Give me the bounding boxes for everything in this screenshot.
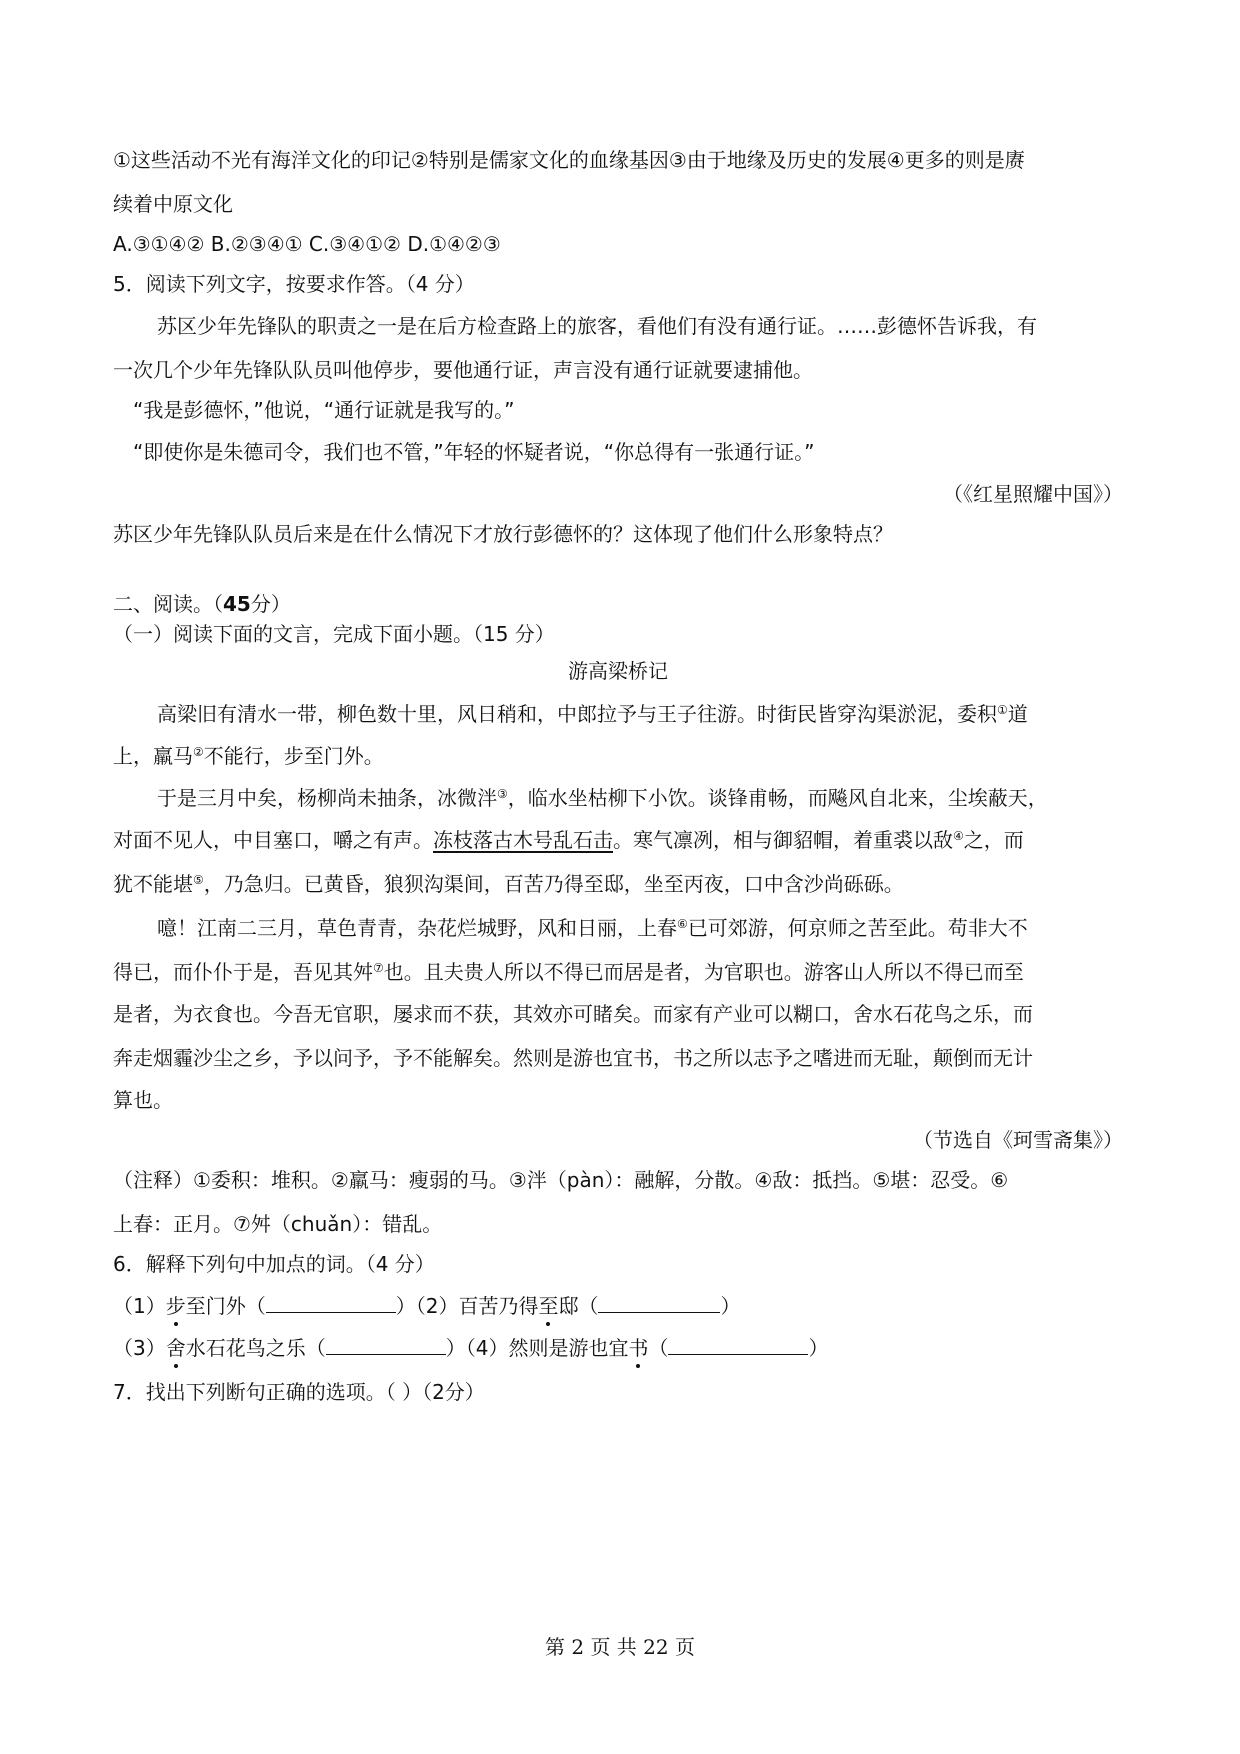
text-run: 上，羸马: [113, 744, 193, 768]
item-number: （4）: [465, 1336, 509, 1360]
passage-source: （节选自《珂雪斋集》）: [913, 1128, 1123, 1152]
section2-heading-suffix: 分）: [250, 592, 291, 616]
underlined-sentence: 冻枝落古木号乱石击: [433, 828, 613, 852]
dotted-word: 步: [165, 1294, 186, 1318]
text-run: 高梁旧有清水一带，柳色数十里，风日稍和，中郎拉予与王子往游。时街民皆穿沟渠淤泥，委积: [157, 702, 997, 726]
footnote-marker: ⑥: [677, 917, 688, 931]
text-run: 噫！江南二三月，草色青青，杂花烂城野，风和日丽，上春: [157, 916, 677, 940]
footnote-marker: ④: [953, 829, 964, 843]
section2-heading-score: 45: [223, 592, 251, 616]
text-run: 然则是游也宜: [508, 1336, 629, 1360]
text-run: 。寒气凛冽，相与御貂帽，着重裘以敌: [613, 828, 953, 852]
passage-p3-line4: 奔走烟霾沙尘之乡，予以问予，予不能解矣。然则是游也宜书，书之所以志予之嗜进而无耻，颠倒而无计: [113, 1046, 1033, 1070]
passage-p3-line5: 算也。: [113, 1088, 173, 1112]
q6-prompt: 6．解释下列句中加点的词。（4 分）: [113, 1252, 435, 1276]
q6-item-3: [113, 1336, 466, 1360]
dotted-word: 舍: [165, 1336, 186, 1360]
section2-heading: [113, 590, 1123, 618]
q4-options: A.③①④② B.②③④① C.③④①② D.①④②③: [113, 232, 501, 256]
section2-heading-prefix: 二、阅读。（: [113, 592, 223, 616]
answer-blank[interactable]: [668, 1334, 808, 1355]
paren-open: （: [648, 1336, 669, 1360]
q5-para1-line2: 一次几个少年先锋队队员叫他停步，要他通行证，声言没有通行证就要逮捕他。: [113, 358, 813, 382]
q6-item-2: [416, 1294, 741, 1318]
passage-p2-line1: [113, 784, 1123, 812]
footnote-marker: ⑦: [373, 961, 384, 975]
q6-item-1: [113, 1294, 416, 1318]
passage-p2-line2: [113, 826, 1123, 854]
text-run: 道: [1007, 702, 1028, 726]
passage-title: 游高梁桥记: [568, 659, 668, 683]
paren-close: ）: [395, 1294, 416, 1318]
dotted-word: 至: [538, 1294, 559, 1318]
passage-p1-line2: [113, 742, 1123, 770]
text-run: 水石花鸟之乐: [185, 1336, 306, 1360]
passage-notes-line2: 上春：正月。⑦舛（chuǎn）：错乱。: [113, 1212, 443, 1236]
text-run: 于是三月中矣，杨柳尚未抽条，冰微泮: [157, 786, 497, 810]
q4-sentences-line1: ①这些活动不光有海洋文化的印记②特别是儒家文化的血缘基因③由于地缘及历史的发展④更多的则是赓: [113, 148, 1025, 172]
q5-quote1: “我是彭德怀，”他说，“通行证就是我写的。”: [133, 398, 515, 422]
q5-prompt: 5．阅读下列文字，按要求作答。（4 分）: [113, 272, 475, 296]
q4-sentences-line2: 续着中原文化: [113, 192, 233, 216]
q6-row2: [113, 1334, 1123, 1362]
text-run: 已可郊游，何京师之苦至此。苟非大不: [687, 916, 1028, 940]
paren-open: （: [305, 1336, 326, 1360]
q5-para1-line1: 苏区少年先锋队的职责之一是在后方检查路上的旅客，看他们有没有通行证。……彭德怀告诉我，有: [157, 314, 1037, 338]
text-run: 不能行，步至门外。: [203, 744, 384, 768]
section2-sub1: （一）阅读下面的文言，完成下面小题。（15 分）: [113, 622, 555, 646]
text-run: 也。且夫贵人所以不得已而居是者，为官职也。游客山人所以不得已而至: [383, 960, 1024, 984]
dotted-word: 书: [628, 1336, 649, 1360]
text-run: 百苦乃得: [458, 1294, 539, 1318]
q5-question: 苏区少年先锋队队员后来是在什么情况下才放行彭德怀的？这体现了他们什么形象特点？: [113, 522, 893, 546]
q7-prompt: 7．找出下列断句正确的选项。（ ）（2分）: [113, 1380, 485, 1404]
passage-p2-line3: [113, 870, 1123, 898]
text-run: 对面不见人，中目塞口，嚼之有声。: [113, 828, 433, 852]
text-run: ，临水坐枯柳下小饮。谈锋甫畅，而飚风自北来，尘埃蔽天，: [507, 786, 1048, 810]
answer-blank[interactable]: [598, 1292, 720, 1313]
passage-p3-line3: 是者，为衣食也。今吾无官职，屡求而不获，其效亦可睹矣。而家有产业可以糊口，舍水石花鸟之乐，而: [113, 1002, 1033, 1026]
footnote-marker: ③: [497, 787, 508, 801]
text-run: 邸: [558, 1294, 579, 1318]
q6-item-4: [466, 1336, 829, 1360]
footnote-marker: ⑤: [193, 873, 204, 887]
paren-open: （: [245, 1294, 266, 1318]
q6-row1: [113, 1292, 1123, 1320]
paren-close: ）: [720, 1294, 741, 1318]
item-number: （2）: [415, 1294, 459, 1318]
text-run: 至门外: [185, 1294, 246, 1318]
q5-quote2: “即使你是朱德司令，我们也不管，”年轻的怀疑者说，“你总得有一张通行证。”: [133, 440, 815, 464]
passage-p3-line1: [113, 914, 1123, 942]
paren-close: ）: [445, 1336, 466, 1360]
paren-close: ）: [808, 1336, 829, 1360]
text-run: 之，而: [963, 828, 1024, 852]
paren-open: （: [578, 1294, 599, 1318]
footnote-marker: ①: [997, 703, 1008, 717]
passage-p1-line1: [113, 700, 1123, 728]
item-number: （1）: [113, 1294, 166, 1318]
answer-blank[interactable]: [326, 1334, 446, 1355]
answer-blank[interactable]: [266, 1292, 396, 1313]
text-run: 得已，而仆仆于是，吾见其舛: [113, 960, 373, 984]
text-run: 犹不能堪: [113, 872, 193, 896]
footnote-marker: ②: [193, 745, 204, 759]
passage-p3-line2: [113, 958, 1123, 986]
q5-source: （《红星照耀中国》）: [943, 482, 1123, 506]
item-number: （3）: [113, 1336, 166, 1360]
page-footer: 第 2 页 共 22 页: [545, 1635, 695, 1659]
text-run: ，乃急归。已黄昏，狼狈沟渠间，百苦乃得至邸，坐至丙夜，口中含沙尚砾砾。: [203, 872, 904, 896]
passage-notes-line1: （注释）①委积：堆积。②羸马：瘦弱的马。③泮（pàn）：融解，分散。④敌：抵挡。⑤堪：忍受。⑥: [113, 1168, 1009, 1192]
